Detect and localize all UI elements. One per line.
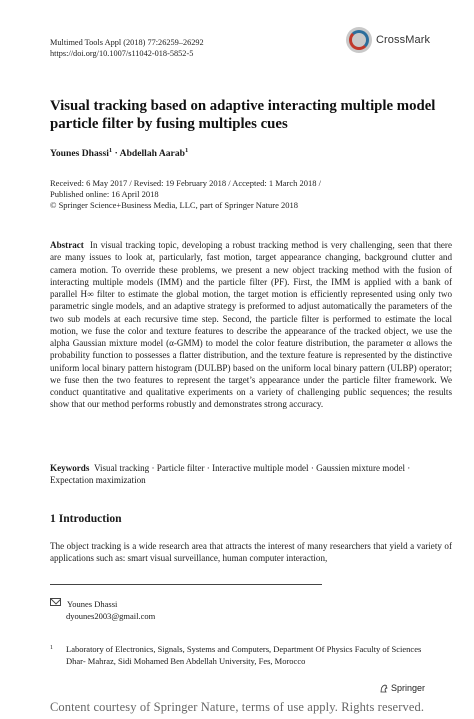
- affiliation-footnote: [50, 643, 430, 667]
- keywords-text: Visual tracking · Particle filter · Interactive multiple model · Gaussien mixture model · Expectation maximization: [50, 463, 411, 486]
- doi-link[interactable]: https://doi.org/10.1007/s11042-018-5852-5: [50, 49, 194, 59]
- article-history: [50, 178, 450, 212]
- author-name: Abdellah Aarab: [119, 148, 185, 159]
- springer-horse-icon: [380, 684, 388, 693]
- contact-name: Younes Dhassi: [67, 599, 118, 609]
- crossmark-label: CrossMark: [376, 34, 431, 46]
- footnote-divider: [50, 584, 322, 585]
- abstract-text: In visual tracking topic, developing a robust tracking method is very challenging, seen that there are many issues to look at, particularly, fast motion, target appearance changing, background clutter and camera motion. To override these problems, we present a new object tracking method with the fusion of interacting multiple models (IMM) and the particle filter (PF). First, the IMM is applied with a bank of parallel H∞ filter to estimate the global motion, the target motion is efficiently represented using only two parametric single models, and an adaptive strategy is preformed to adjust automatically the parameters of the two sub models at each recursive time step. Second, the particle filter is performed to estimate the local motion, we fuse the color and texture features to describe the appearance of the tracked object, we use the alpha Gaussian mixture model (α-GMM) to model the color feature distribution, the parameter α allows the probability function to possesses a flatter distribution, and the texture feature is represented by the distinctive uniform local binary pattern histogram (DULBP) based on the uniform local binary pattern (ULBP) operator; we fuse then the two features to represent the target’s appearance under the particle filter framework. We conduct quantitative and qualitative experiments on a variety of challenging public sequences; the results show that our method performs robustly and demonstrates strong accuracy.: [50, 240, 453, 410]
- courtesy-notice: Content courtesy of Springer Nature, terms of use apply. Rights reserved.: [49, 700, 425, 714]
- author-affil-mark: 1: [184, 147, 189, 154]
- affil-mark: 1: [50, 645, 53, 651]
- affiliation-text: Laboratory of Electronics, Signals, Systems and Computers, Department Of Physics Faculty of Sciences Dhar- Mahraz, Sidi Mohamed Ben Abdellah University, Fes, Morocco: [66, 644, 422, 666]
- author-list: [50, 147, 188, 159]
- journal-citation: [50, 37, 204, 60]
- keywords-block: [50, 462, 452, 487]
- section-heading: 1 Introduction: [50, 512, 122, 525]
- intro-paragraph: The object tracking is a wide research area that attracts the interest of many researchers that yield a variety of applications such as: smart visual surveillance, human computer interaction,: [50, 541, 452, 564]
- abstract-block: [50, 239, 452, 411]
- contact-email[interactable]: dyounes2003@gmail.com: [66, 611, 156, 621]
- journal-line: Multimed Tools Appl (2018) 77:26259–26292: [50, 38, 204, 47]
- keywords-label: Keywords: [50, 463, 90, 473]
- crossmark-badge[interactable]: [346, 25, 436, 55]
- copyright-notice: © Springer Science+Business Media, LLC, part of Springer Nature 2018: [50, 200, 299, 211]
- envelope-icon: [50, 598, 61, 606]
- publisher-logo: [380, 683, 425, 693]
- author-name: Younes Dhassi: [50, 148, 109, 159]
- corresponding-author: [50, 598, 155, 622]
- crossmark-icon: [346, 27, 372, 53]
- author-affil-mark: 1: [108, 147, 113, 154]
- history-dates: Received: 6 May 2017 / Revised: 19 February 2018 / Accepted: 1 March 2018 /: [50, 178, 321, 188]
- author-separator: ·: [112, 148, 120, 159]
- paper-title: Visual tracking based on adaptive interacting multiple model particle filter by fusing multiples cues: [50, 98, 436, 132]
- abstract-label: Abstract: [50, 240, 84, 250]
- publisher-name: Springer: [391, 683, 426, 693]
- published-date: Published online: 16 April 2018: [50, 189, 159, 200]
